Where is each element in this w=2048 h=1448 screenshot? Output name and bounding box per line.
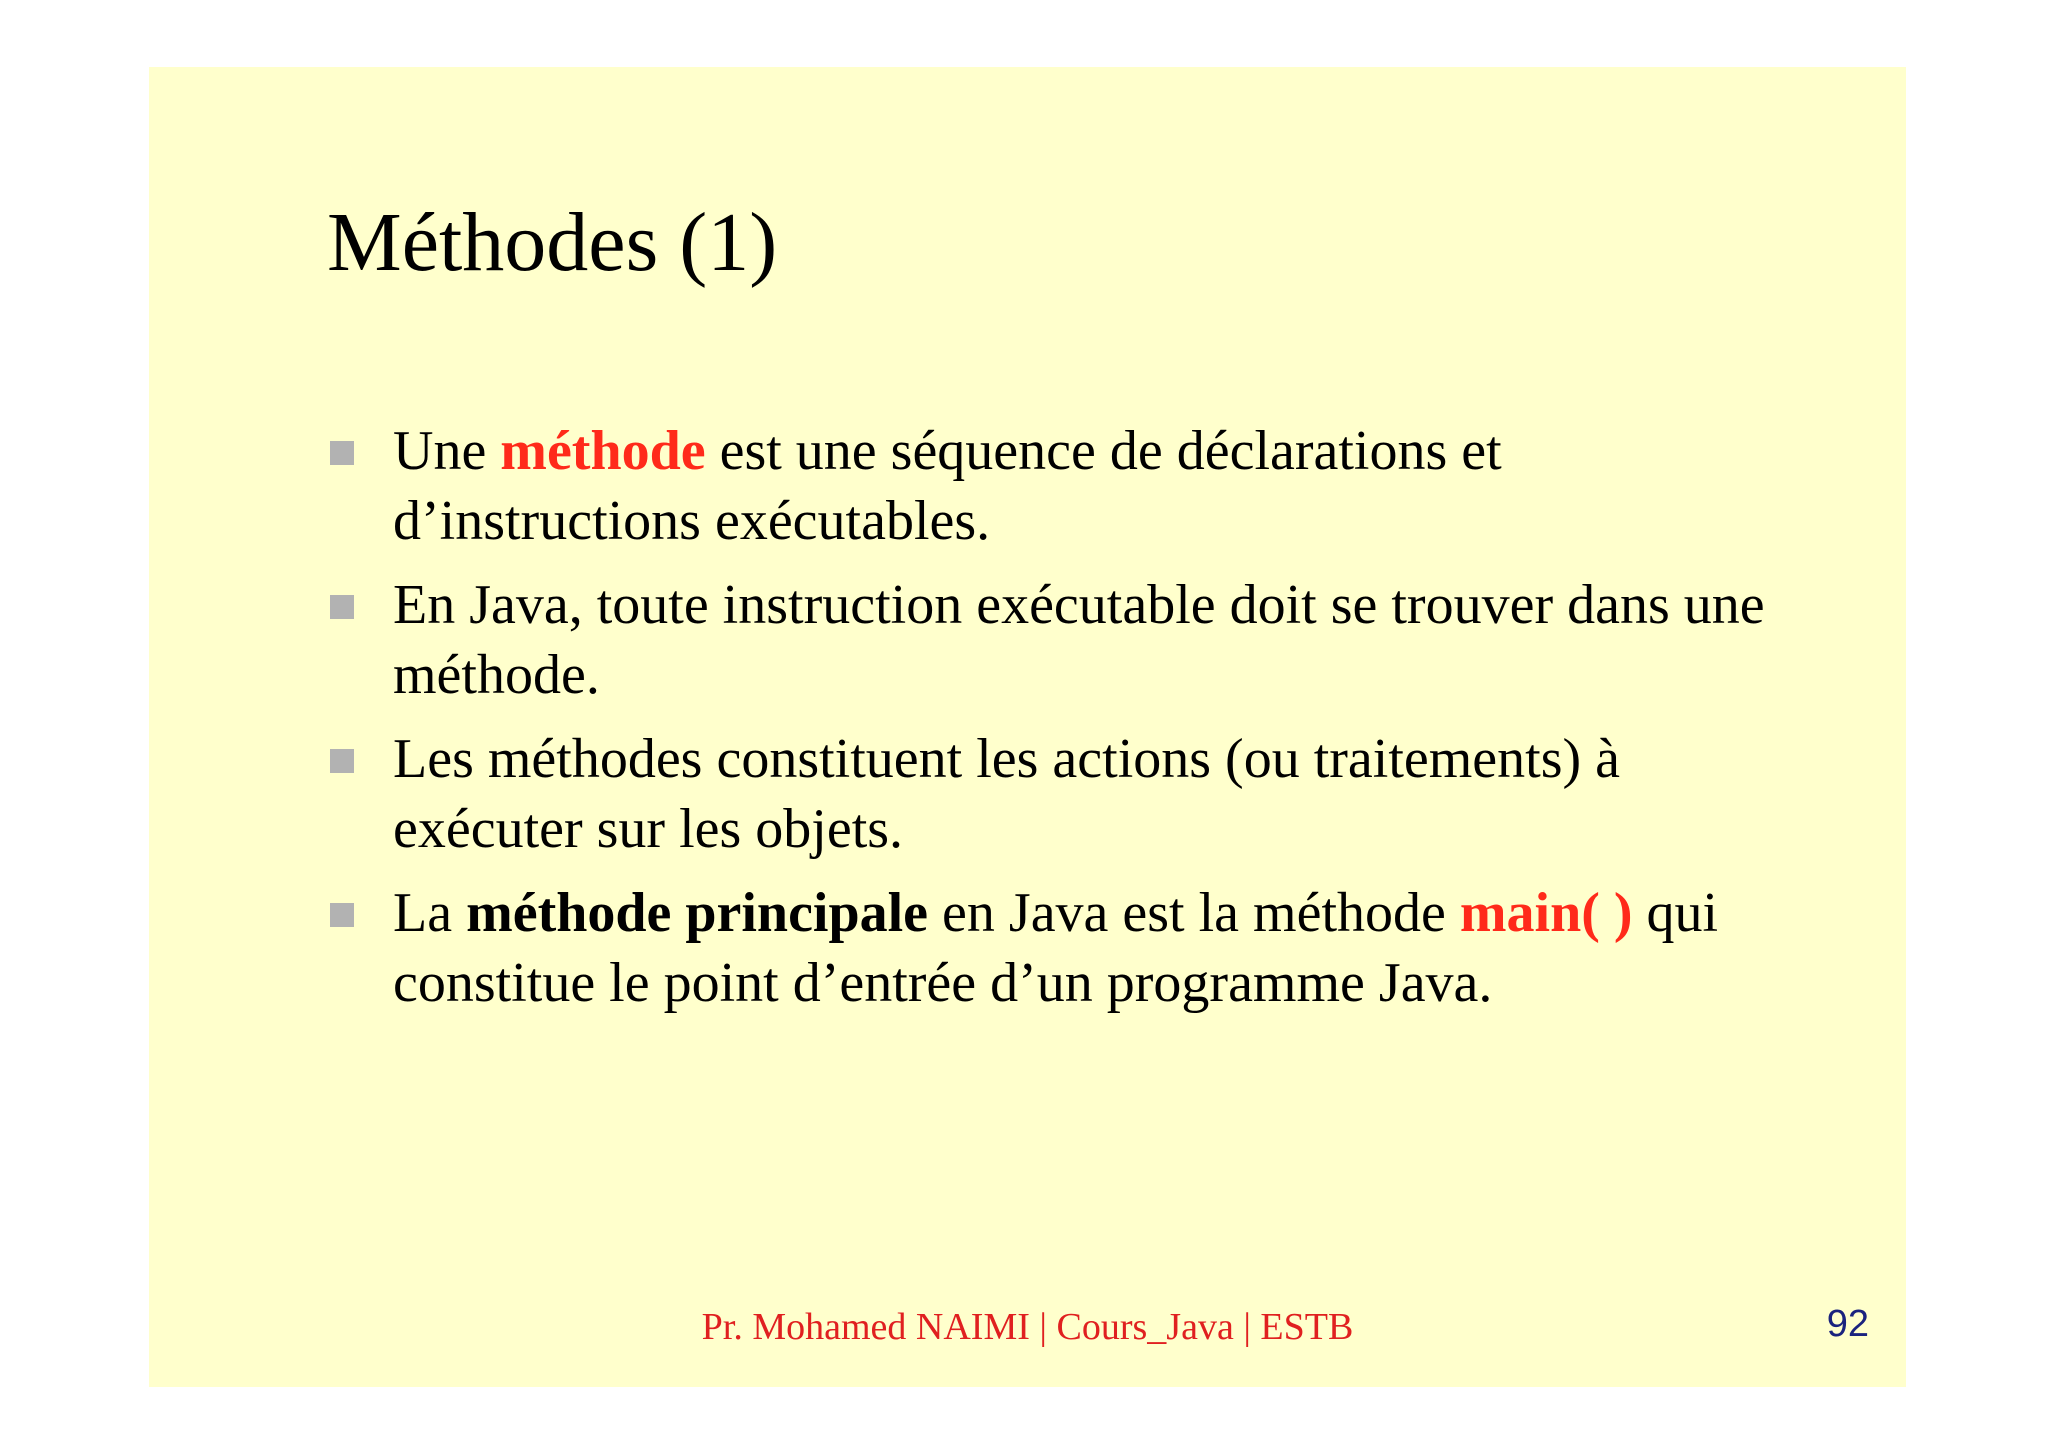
bullet-list [327, 416, 1787, 1032]
square-bullet-icon [330, 595, 354, 619]
square-bullet-icon [330, 903, 354, 927]
bullet-item [327, 416, 1787, 556]
bullet-text-segment: en Java est la méthode [928, 882, 1460, 944]
slide-title: Méthodes (1) [327, 196, 778, 289]
page-number: 92 [1826, 1303, 1869, 1345]
bullet-text [393, 728, 1620, 860]
slide-footer: Pr. Mohamed NAIMI | Cours_Java | ESTB [701, 1306, 1354, 1348]
bold-term: méthode principale [466, 882, 929, 944]
bullet-text [393, 420, 1502, 552]
highlighted-term: main( ) [1459, 882, 1633, 944]
bullet-item [327, 724, 1787, 864]
bullet-item [327, 570, 1787, 710]
bullet-item [327, 878, 1787, 1018]
bullet-text-segment: Une [393, 420, 501, 482]
highlighted-term: méthode [500, 420, 706, 482]
square-bullet-icon [330, 749, 354, 773]
bullet-text-segment: est une séquence de déclarations et d’instructions exécutables. [393, 420, 1502, 552]
bullet-text-segment: Les méthodes constituent les actions (ou traitements) à exécuter sur les objets. [393, 728, 1620, 860]
bullet-text-segment: La [393, 882, 467, 944]
bullet-text-segment: qui constitue le point d’entrée d’un programme Java. [393, 882, 1719, 1014]
bullet-text-segment: En Java, toute instruction exécutable doit se trouver dans une méthode. [393, 574, 1765, 706]
bullet-text [393, 882, 1718, 1014]
bullet-text [393, 574, 1765, 706]
square-bullet-icon [330, 441, 354, 465]
slide [149, 67, 1906, 1387]
